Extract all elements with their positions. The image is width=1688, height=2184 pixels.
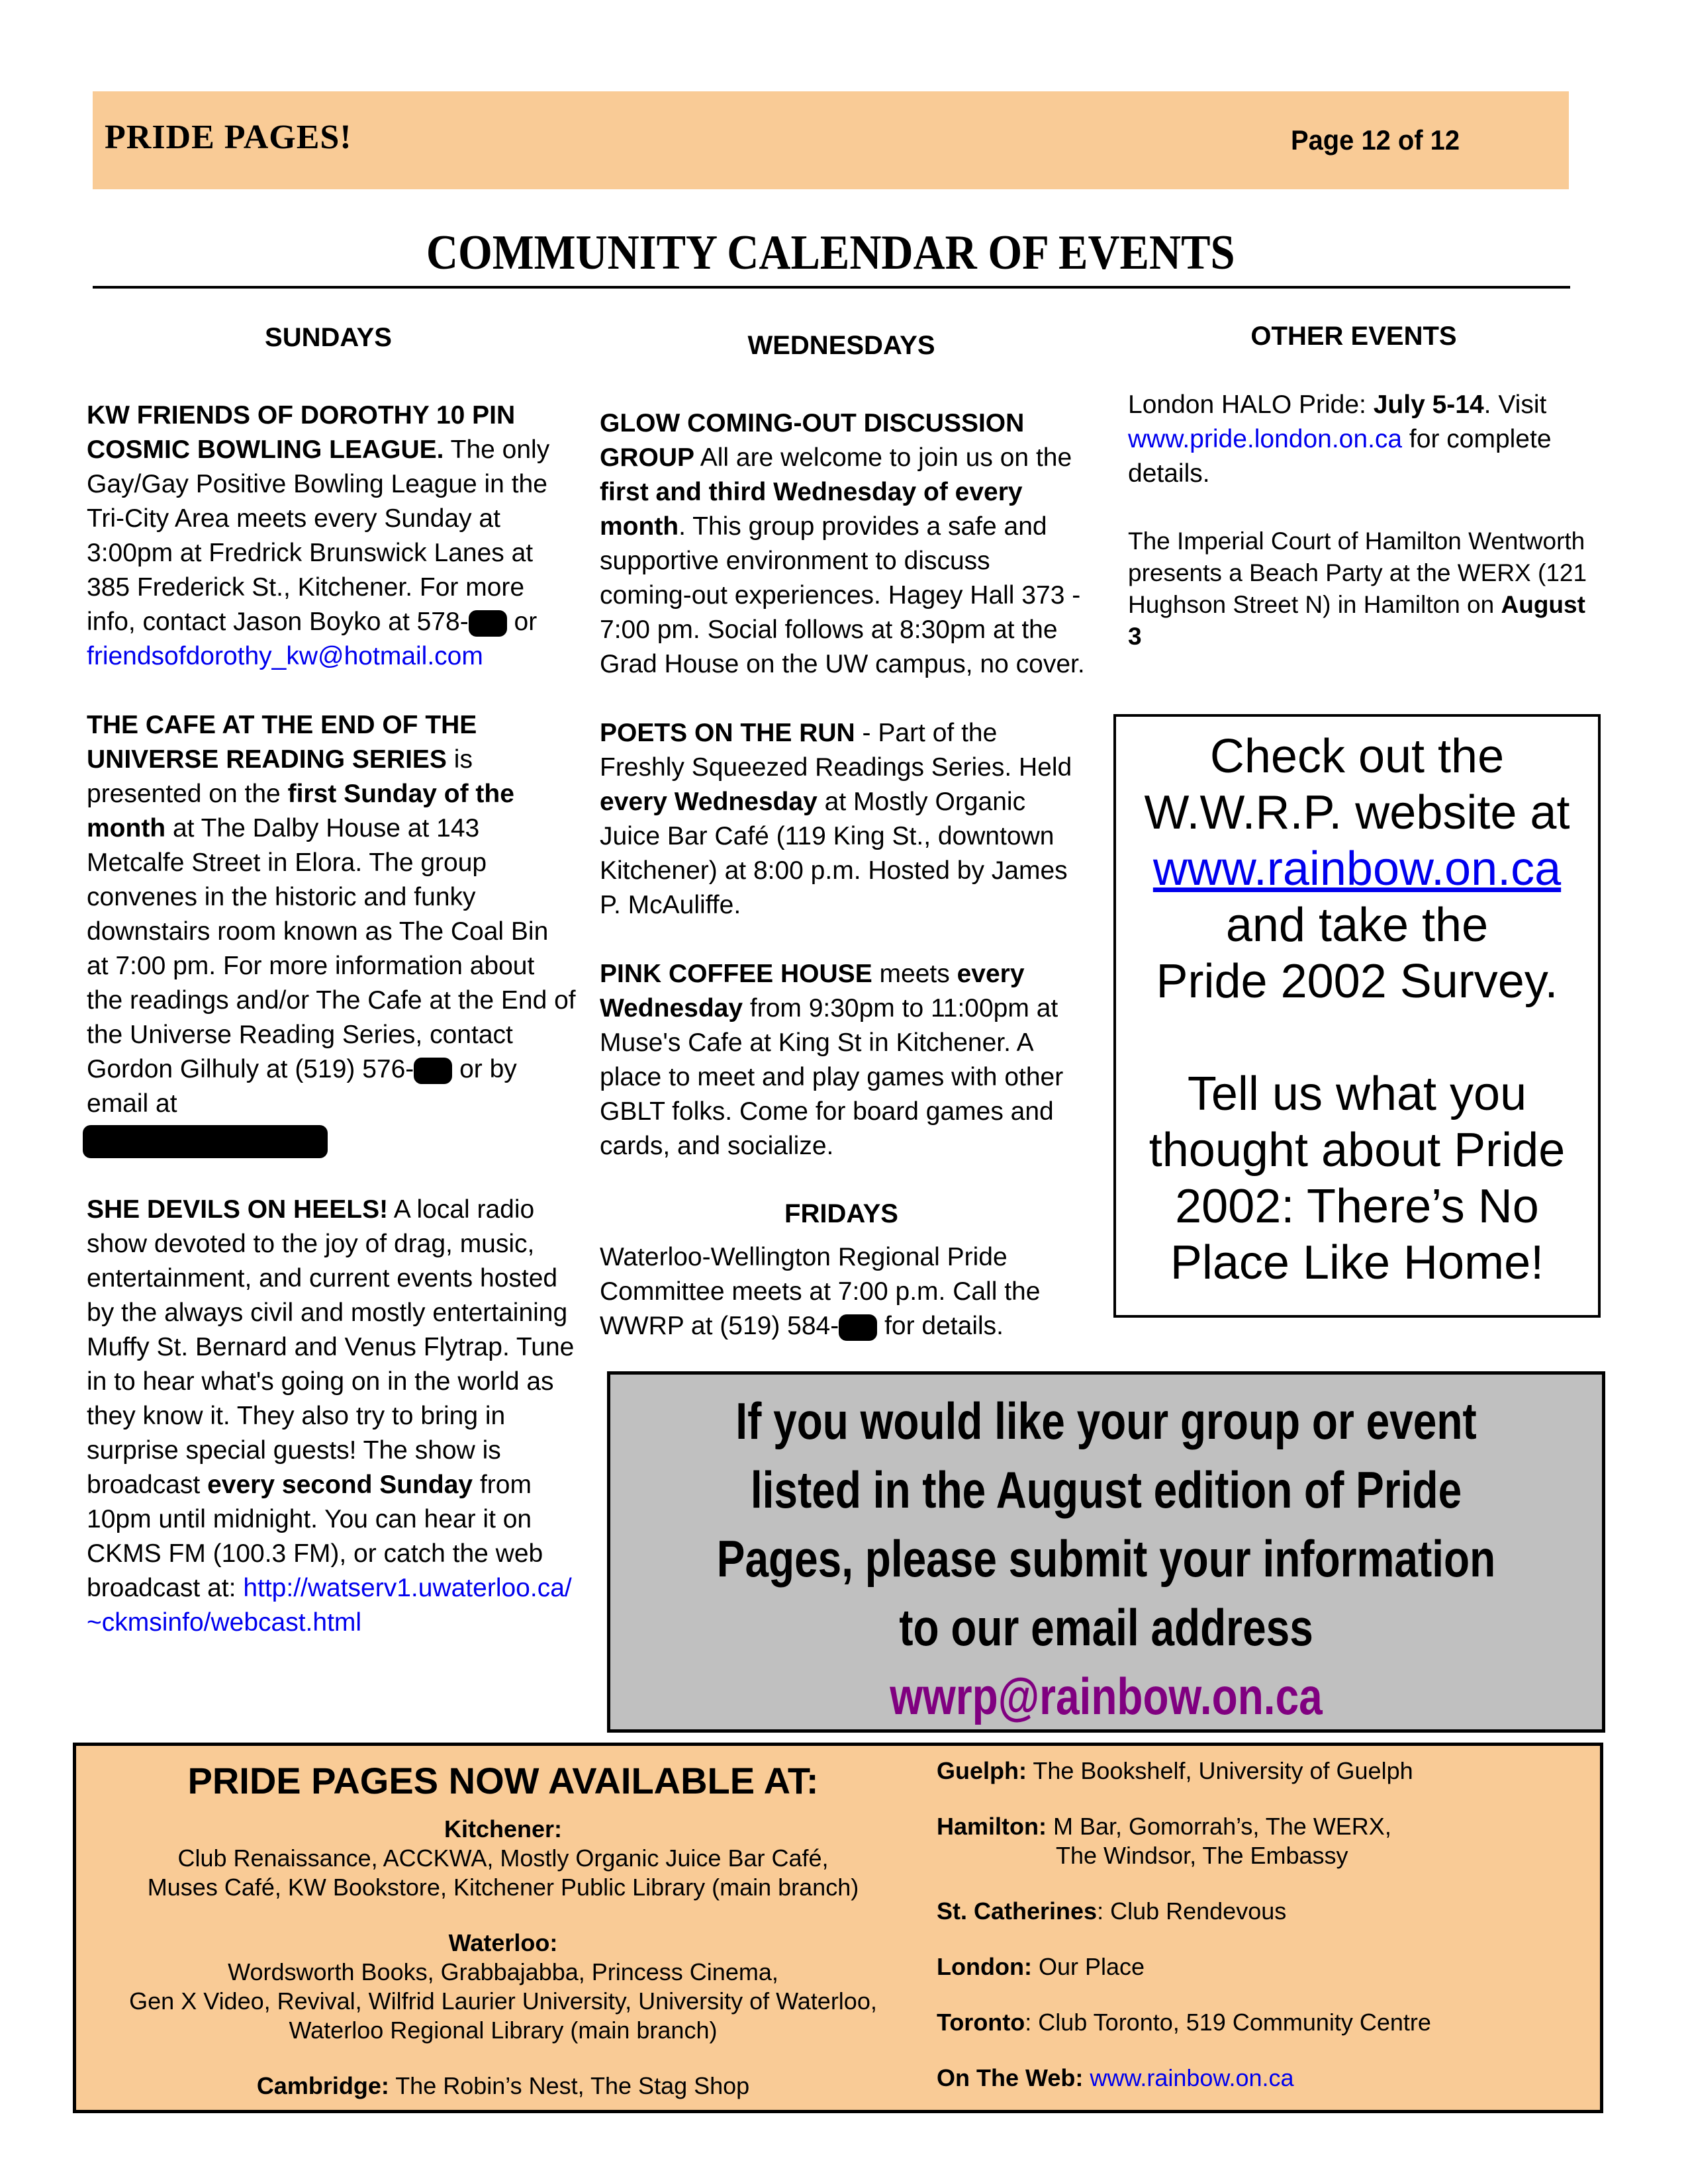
on-the-web-label: On The Web: — [937, 2064, 1084, 2091]
toronto-row — [937, 2008, 1599, 2037]
event-body: or by email at — [87, 1055, 517, 1118]
availability-box — [73, 1743, 1603, 2113]
locations-text: Gen X Video, Revival, Wilfrid Laurier University, University of Waterloo, — [129, 1987, 877, 2015]
event-friends-of-dorothy — [87, 398, 577, 674]
wednesdays-heading: WEDNESDAYS — [747, 331, 935, 360]
locations-text: M Bar, Gomorrah’s, The WERX, — [1047, 1813, 1391, 1840]
rainbow-website-link[interactable]: www.rainbow.on.ca — [1152, 842, 1562, 895]
wednesdays-column — [600, 406, 1086, 1163]
rainbow-web-link[interactable]: www.rainbow.on.ca — [1090, 2064, 1294, 2091]
event-body: from 10pm until midnight. You can hear it on CKMS FM (100.3 FM), or catch the web broadcast at: — [87, 1471, 543, 1602]
web-row — [937, 2064, 1599, 2093]
city-waterloo: Waterloo: — [448, 1929, 558, 1956]
page-title-text: COMMUNITY CALENDAR OF EVENTS — [426, 226, 1235, 280]
submission-text: Pages, please submit your information — [716, 1529, 1496, 1588]
survey-text: Tell us what you — [1187, 1068, 1527, 1120]
st-catherines-row — [937, 1897, 1599, 1926]
event-cafe-end-of-universe — [87, 708, 577, 1158]
event-body: Waterloo-Wellington Regional Pride Committee meets at 7:00 p.m. Call the WWRP at (519) 584- — [600, 1243, 1041, 1340]
event-wwrp-committee — [600, 1240, 1086, 1343]
event-poets-on-the-run — [600, 716, 1086, 923]
city-kitchener: Kitchener: — [444, 1815, 563, 1843]
survey-text: 2002: There’s No — [1175, 1180, 1539, 1233]
survey-text: Check out the — [1209, 730, 1505, 783]
event-glow — [600, 406, 1086, 682]
newsletter-title: PRIDE PAGES! — [105, 118, 352, 156]
locations-text: : Club Toronto, 519 Community Centre — [1025, 2009, 1431, 2036]
event-body: for complete details. — [1128, 425, 1552, 488]
locations-text: Muses Café, KW Bookstore, Kitchener Public Library (main branch) — [147, 1874, 859, 1901]
event-emphasis: every Wednesday — [600, 788, 818, 816]
locations-text: The Robin’s Nest, The Stag Shop — [389, 2072, 750, 2099]
event-body: . Visit — [1483, 390, 1547, 419]
event-body: A local radio show devoted to the joy of drag, music, entertainment, and current events hosted by the always civil and mostly entertaining Muffy St. Bernard and Venus Flytrap. Tune in to hear what's going on in the world as they know it. They also try to bring in surprise special guests! The show is broadcast — [87, 1195, 575, 1499]
event-body: London HALO Pride: — [1128, 390, 1374, 419]
city-cambridge: Cambridge: — [256, 2072, 389, 2099]
city-st-catherines: St. Catherines — [937, 1897, 1098, 1925]
london-row — [937, 1952, 1599, 1981]
city-london: London: — [937, 1953, 1032, 1980]
event-imperial-court — [1128, 525, 1591, 653]
sundays-heading: SUNDAYS — [265, 323, 392, 352]
survey-text: and take the — [1225, 899, 1489, 952]
page-title — [93, 225, 1569, 281]
event-london-halo-pride — [1128, 388, 1591, 491]
submission-email-link[interactable]: wwrp@rainbow.on.ca — [890, 1667, 1323, 1725]
event-title: SHE DEVILS ON HEELS! — [87, 1195, 389, 1224]
event-emphasis: first and third Wednesday of every month — [600, 478, 1023, 541]
event-emphasis: July 5-14 — [1373, 390, 1484, 419]
submission-text: If you would like your group or event — [735, 1392, 1477, 1450]
event-body: . This group provides a safe and supportive environment to discuss coming-out experiences. Hagey Hall 373 - 7:00 pm. Social follows at 8:30pm at the Grad House on the UW campus, no cover. — [600, 512, 1085, 678]
other-events-column — [1128, 388, 1591, 653]
redaction — [839, 1314, 877, 1341]
event-body: from 9:30pm to 11:00pm at Muse's Cafe at King St in Kitchener. A place to meet and play games with other GBLT folks. Come for board games and cards, and socialize. — [600, 994, 1064, 1160]
event-body: - Part of the Freshly Squeezed Readings Series. Held — [600, 719, 1072, 782]
locations-text: Wordsworth Books, Grabbajabba, Princess Cinema, — [228, 1958, 778, 1985]
sundays-column — [87, 398, 577, 1640]
city-guelph: Guelph: — [937, 1757, 1027, 1784]
page-number: Page 12 of 12 — [1291, 124, 1460, 156]
event-body: All are welcome to join us on the — [694, 443, 1072, 472]
event-title: KW FRIENDS OF DOROTHY 10 PIN COSMIC BOWLING LEAGUE. — [87, 401, 516, 464]
event-body: for details. — [877, 1312, 1004, 1340]
pride-london-link[interactable]: www.pride.london.on.ca — [1128, 425, 1403, 453]
fridays-heading: FRIDAYS — [784, 1199, 898, 1228]
email-link[interactable]: friendsofdorothy_kw@hotmail.com — [87, 642, 483, 670]
survey-text: thought about Pride — [1149, 1124, 1566, 1177]
title-divider — [93, 286, 1570, 289]
event-pink-coffee-house — [600, 957, 1086, 1163]
event-body: meets — [872, 960, 957, 988]
locations-text: The Windsor, The Embassy — [1056, 1842, 1348, 1869]
event-title: GLOW COMING-OUT DISCUSSION GROUP — [600, 409, 1025, 472]
webcast-link[interactable]: http://watserv1.uwaterloo.ca/~ckmsinfo/webcast.html — [87, 1574, 572, 1637]
cambridge-row — [76, 2071, 930, 2101]
locations-text: Club Renaissance, ACCKWA, Mostly Organic Juice Bar Café, — [177, 1844, 829, 1872]
event-body: at The Dalby House at 143 Metcalfe Street in Elora. The group convenes in the historic and funky downstairs room known as The Coal Bin at 7:00 pm. For more information about the readings and/or The Cafe at the End of the Universe Reading Series, contact Gordon Gilhuly at (519) 576- — [87, 814, 576, 1083]
event-emphasis: first Sunday of the month — [87, 780, 514, 842]
event-she-devils — [87, 1193, 577, 1640]
hamilton-row — [937, 1812, 1599, 1841]
city-toronto: Toronto — [937, 2009, 1025, 2036]
event-body: The only Gay/Gay Positive Bowling League in the Tri-City Area meets every Sunday at 3:00pm at Fredrick Brunswick Lanes at 385 Frederick St., Kitchener. For more info, contact Jason Boyko at 578- — [87, 435, 550, 636]
survey-text: Place Like Home! — [1170, 1236, 1544, 1289]
event-body: at Mostly Organic Juice Bar Café (119 King St., downtown Kitchener) at 8:00 p.m. Hosted by James P. McAuliffe. — [600, 788, 1068, 919]
guelph-row — [937, 1756, 1599, 1786]
submission-box — [607, 1371, 1605, 1733]
fridays-column — [600, 1240, 1086, 1343]
locations-text: Our Place — [1031, 1953, 1145, 1980]
city-hamilton: Hamilton: — [937, 1813, 1047, 1840]
submission-text: listed in the August edition of Pride — [750, 1461, 1462, 1519]
locations-text: The Bookshelf, University of Guelph — [1026, 1757, 1413, 1784]
redaction — [469, 610, 507, 637]
locations-text: Waterloo Regional Library (main branch) — [289, 2017, 718, 2044]
survey-text: Pride 2002 Survey. — [1156, 955, 1558, 1008]
other-events-heading: OTHER EVENTS — [1250, 322, 1457, 351]
event-emphasis: every Wednesday — [600, 960, 1025, 1023]
locations-text: : Club Rendevous — [1097, 1897, 1287, 1925]
redaction — [414, 1058, 452, 1084]
wwrp-survey-box — [1113, 714, 1601, 1318]
availability-left — [76, 1815, 930, 2101]
event-emphasis: every second Sunday — [207, 1471, 473, 1499]
event-body: or — [506, 608, 538, 636]
event-title: PINK COFFEE HOUSE — [600, 960, 872, 988]
event-emphasis: August 3 — [1128, 591, 1585, 650]
event-title: THE CAFE AT THE END OF THE UNIVERSE READING SERIES — [87, 711, 477, 774]
submission-text: to our email address — [899, 1598, 1313, 1657]
redaction-email — [83, 1125, 328, 1158]
availability-title: PRIDE PAGES NOW AVAILABLE AT: — [187, 1760, 819, 1801]
event-title: POETS ON THE RUN — [600, 719, 855, 747]
availability-right — [937, 1756, 1599, 2093]
survey-text: W.W.R.P. website at — [1144, 786, 1570, 839]
event-body: is presented on the — [87, 745, 473, 808]
event-body: The Imperial Court of Hamilton Wentworth presents a Beach Party at the WERX (121 Hughson Street N) in Hamilton on — [1128, 527, 1587, 618]
